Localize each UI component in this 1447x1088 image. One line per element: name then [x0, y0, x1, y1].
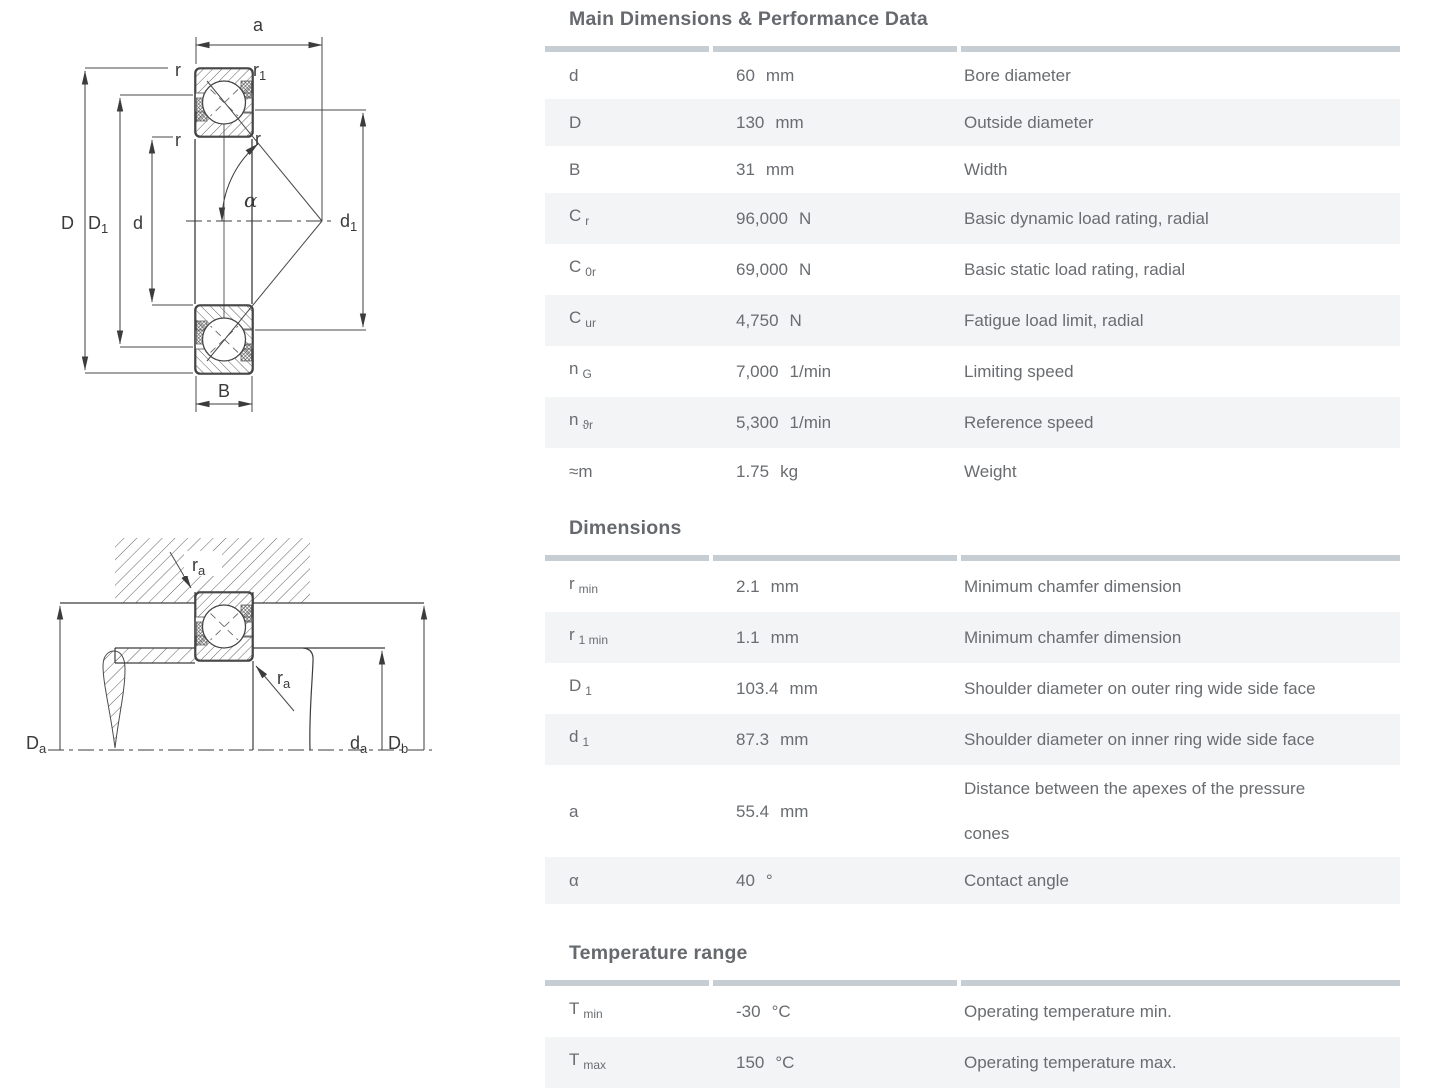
value-cell — [709, 298, 955, 343]
symbol-subscript: r — [585, 214, 590, 228]
unit: N — [789, 311, 802, 330]
value-cell — [709, 349, 955, 394]
unit: mm — [780, 730, 809, 749]
table-row — [545, 857, 1400, 904]
technical-drawings — [0, 0, 540, 1060]
symbol-cell — [545, 561, 709, 612]
dim-label-d1: $d_1$ — [340, 211, 358, 234]
value-cell — [709, 196, 955, 241]
value: 60 — [736, 66, 755, 85]
description: Basic dynamic load rating, radial — [964, 209, 1209, 228]
value: 1.1 — [736, 628, 760, 647]
description: Fatigue load limit, radial — [964, 311, 1144, 330]
table-row — [545, 561, 1400, 612]
symbol-cell — [545, 346, 709, 397]
description: Contact angle — [964, 871, 1069, 890]
dim-label-ra-bottom: $r_a$ — [277, 668, 291, 691]
value-cell — [709, 989, 955, 1034]
description: Shoulder diameter on inner ring wide side face — [964, 730, 1315, 749]
symbol-subscript: ur — [585, 316, 596, 330]
dim-label-ra-top: $r_a$ — [192, 555, 206, 578]
dim-label-Da: $D_a$ — [26, 733, 47, 756]
value-cell — [709, 1040, 955, 1085]
unit: mm — [765, 66, 795, 85]
dim-label-da: $d_a$ — [350, 733, 368, 756]
section-main-dimensions — [545, 8, 1400, 495]
symbol-subscript: 1 — [582, 735, 590, 749]
value-cell — [709, 53, 955, 98]
value: 31 — [736, 160, 755, 179]
symbol-cell — [545, 244, 709, 295]
value-cell — [709, 564, 955, 609]
dim-label-a: a — [252, 15, 264, 35]
symbol: B — [569, 160, 581, 179]
value: 150 — [736, 1053, 765, 1072]
symbol: ≈m — [569, 462, 593, 481]
table-row — [545, 193, 1400, 244]
symbol-cell — [545, 449, 709, 494]
symbol-cell — [545, 789, 709, 834]
dim-label-r-left: r — [175, 130, 181, 150]
data-panel — [540, 0, 1447, 1088]
symbol-subscript: ϑr — [582, 418, 594, 432]
table-row — [545, 765, 1400, 857]
value: 87.3 — [736, 730, 770, 749]
value-cell — [709, 666, 955, 711]
symbol-cell — [545, 714, 709, 765]
value-cell — [709, 400, 955, 445]
symbol: n — [569, 410, 579, 429]
description: Minimum chamfer dimension — [964, 628, 1182, 647]
symbol: d — [569, 66, 579, 85]
symbol-subscript: 0r — [585, 265, 596, 279]
section-title: Dimensions — [569, 517, 682, 539]
symbol-subscript: G — [582, 367, 592, 381]
symbol: C — [569, 206, 582, 225]
description: Shoulder diameter on outer ring wide side face — [964, 679, 1316, 698]
table-row — [545, 244, 1400, 295]
symbol-cell — [545, 663, 709, 714]
bearing-mounting-diagram — [26, 538, 432, 756]
value: -30 — [736, 1002, 761, 1021]
value-cell — [709, 789, 955, 834]
table-row — [545, 663, 1400, 714]
symbol-cell — [545, 1037, 709, 1088]
section-temperature-range — [545, 942, 1400, 1088]
dim-label-alpha: α — [244, 188, 258, 212]
unit: mm — [775, 113, 804, 132]
dim-label-D1: $D_1$ — [88, 213, 109, 236]
symbol: d — [569, 727, 579, 746]
value-cell — [709, 717, 955, 762]
value-cell — [709, 100, 955, 145]
value: 103.4 — [736, 679, 779, 698]
symbol: α — [569, 871, 579, 890]
symbol-subscript: max — [583, 1058, 607, 1072]
section-title: Temperature range — [569, 942, 748, 964]
bearing-cross-section-diagram — [61, 15, 366, 412]
description: Weight — [964, 462, 1017, 481]
value-cell — [709, 449, 955, 494]
table-row — [545, 146, 1400, 193]
symbol: D — [569, 676, 582, 695]
dim-label-D: D — [61, 213, 74, 233]
symbol: r — [569, 574, 575, 593]
table-row — [545, 99, 1400, 146]
symbol-subscript: min — [578, 582, 599, 596]
dim-label-B: B — [217, 381, 231, 401]
table-body — [545, 986, 1400, 1088]
section-dimensions — [545, 517, 1400, 904]
table-body — [545, 561, 1400, 904]
table-row — [545, 295, 1400, 346]
value-cell — [709, 615, 955, 660]
symbol-cell — [545, 53, 709, 98]
unit: mm — [770, 628, 799, 647]
value-cell — [709, 147, 955, 192]
description: Operating temperature min. — [964, 1002, 1172, 1021]
dim-label-r1: $r_1$ — [253, 60, 267, 83]
symbol: T — [569, 999, 580, 1018]
symbol-cell — [545, 100, 709, 145]
symbol-cell — [545, 858, 709, 903]
value: 96,000 — [736, 209, 788, 228]
value: 130 — [736, 113, 765, 132]
unit: 1/min — [789, 413, 832, 432]
symbol: T — [569, 1050, 580, 1069]
symbol: a — [569, 801, 579, 821]
unit: °C — [775, 1053, 795, 1072]
value: 69,000 — [736, 260, 788, 279]
symbol-subscript: 1 — [585, 684, 592, 698]
symbol-subscript: 1 min — [578, 633, 609, 647]
drawings-panel — [0, 0, 540, 1088]
table-row — [545, 986, 1400, 1037]
description: Reference speed — [964, 413, 1094, 432]
dim-label-r-right: r — [255, 129, 261, 149]
dim-label-r-top: r — [175, 60, 181, 80]
symbol-cell — [545, 295, 709, 346]
symbol: r — [569, 625, 575, 644]
symbol-cell — [545, 397, 709, 448]
description: Operating temperature max. — [964, 1053, 1177, 1072]
table-row — [545, 714, 1400, 765]
unit: 1/min — [789, 362, 832, 381]
symbol: n — [569, 359, 579, 378]
unit: mm — [770, 577, 799, 596]
table-body — [545, 52, 1400, 495]
table-row — [545, 397, 1400, 448]
value: 5,300 — [736, 413, 779, 432]
value: 55.4 — [736, 801, 770, 821]
symbol-cell — [545, 612, 709, 663]
unit: mm — [789, 679, 818, 698]
value-cell — [709, 247, 955, 292]
description: Basic static load rating, radial — [964, 260, 1186, 279]
value: 40 — [736, 871, 755, 890]
description: Distance between the apexes of the pressure cones — [964, 779, 1306, 843]
value-cell — [709, 858, 955, 903]
section-title: Main Dimensions & Performance Data — [569, 8, 928, 30]
dim-label-d: d — [133, 213, 144, 233]
dim-label-Db: $D_b$ — [388, 733, 409, 756]
description: Width — [964, 160, 1008, 179]
unit: N — [799, 260, 812, 279]
table-row — [545, 448, 1400, 495]
symbol-cell — [545, 193, 709, 244]
unit: ° — [765, 871, 773, 890]
unit: °C — [771, 1002, 791, 1021]
unit: mm — [765, 160, 795, 179]
table-row — [545, 346, 1400, 397]
table-row — [545, 612, 1400, 663]
table-row — [545, 52, 1400, 99]
unit: mm — [780, 801, 809, 821]
unit: N — [799, 209, 812, 228]
symbol: C — [569, 257, 582, 276]
symbol-cell — [545, 986, 709, 1037]
table-row — [545, 1037, 1400, 1088]
description: Limiting speed — [964, 362, 1074, 381]
value: 1.75 — [736, 462, 770, 481]
value: 7,000 — [736, 362, 779, 381]
value: 2.1 — [736, 577, 760, 596]
symbol: C — [569, 308, 582, 327]
unit: kg — [780, 462, 799, 481]
symbol-cell — [545, 147, 709, 192]
description: Minimum chamfer dimension — [964, 577, 1182, 596]
value: 4,750 — [736, 311, 779, 330]
description: Bore diameter — [964, 66, 1071, 85]
description: Outside diameter — [964, 113, 1094, 132]
symbol-subscript: min — [583, 1007, 603, 1021]
symbol: D — [569, 113, 582, 132]
